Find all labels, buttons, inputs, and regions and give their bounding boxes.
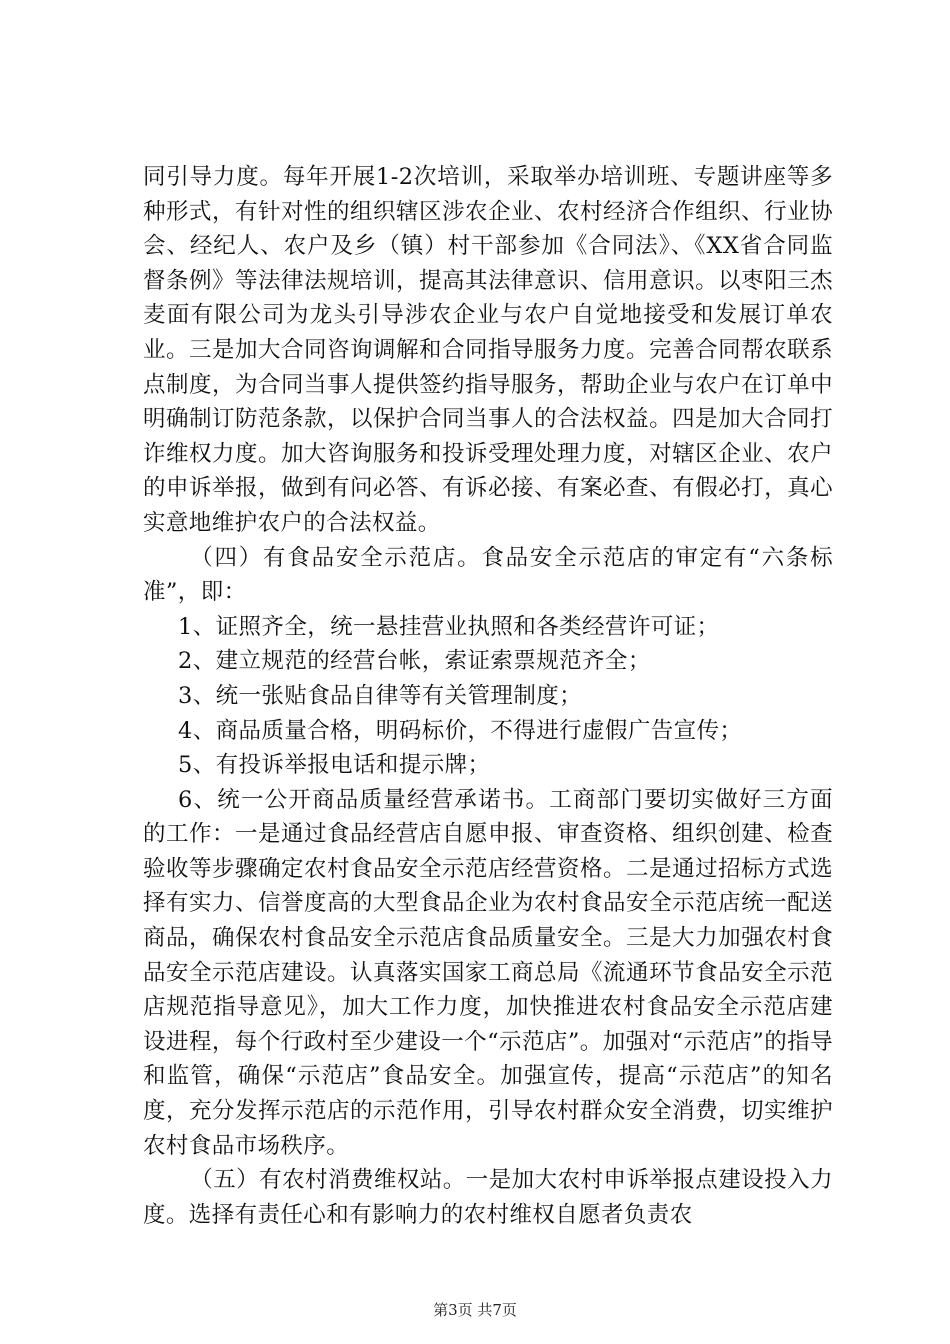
paragraph-contract-guidance: 同引导力度。每年开展1-2次培训，采取举办培训班、专题讲座等多种形式，有针对性的组织辖区涉农企业、农村经济合作组织、行业协会、经纪人、农户及乡（镇）村干部参加《合同法》、《XX省合同监督条例》等法律法规培训，提高其法律意识、信用意识。以枣阳三杰麦面有限公司为龙头引导涉农企业与农户自觉地接受和发展订单农业。三是加大合同咨询调解和合同指导服务力度。完善合同帮农联系点制度，为合同当事人提供签约指导服务，帮助企业与农户在订单中明确制订防范条款，以保护合同当事人的合法权益。四是加大合同打诈维权力度。加大咨询服务和投诉受理处理力度，对辖区企业、农户的申诉举报，做到有问必答、有诉必接、有案必查、有假必打，真心实意地维护农户的合法权益。 [143,164,833,536]
standard-item-2: 2、建立规范的经营台帐，索证索票规范齐全； [178,648,651,675]
paragraph-rural-consumer-rights: （五）有农村消费维权站。一是加大农村申诉举报点建设投入力度。选择有责任心和有影响力的农村维权自愿者负责农 [143,1167,833,1228]
paragraph-standard-6-and-work: 6、统一公开商品质量经营承诺书。工商部门要切实做好三方面的工作：一是通过食品经营店自愿申报、审查资格、组织创建、检查验收等步骤确定农村食品安全示范店经营资格。二是通过招标方式选择有实力、信誉度高的大型食品企业为农村食品安全示范店统一配送商品，确保农村食品安全示范店食品质量安全。三是大力加强农村食品安全示范店建设。认真落实国家工商总局《流通环节食品安全示范店规范指导意见》，加大工作力度，加快推进农村食品安全示范店建设进程，每个行政村至少建设一个“示范店”。加强对“示范店”的指导和监管，确保“示范店”食品安全。加强宣传，提高“示范店”的知名度，充分发挥示范店的示范作用，引导农村群众安全消费，切实维护农村食品市场秩序。 [143,786,833,1159]
paragraph-food-safety-store: （四）有食品安全示范店。食品安全示范店的审定有“六条标准”，即： [143,544,833,606]
page-number-footer: 第3页 共7页 [433,1301,517,1319]
document-body [143,160,833,1232]
standard-item-4: 4、商品质量合格，明码标价，不得进行虚假广告宣传； [178,717,743,744]
standard-item-3: 3、统一张贴食品自律等有关管理制度； [178,682,583,709]
standard-item-1: 1、证照齐全，统一悬挂营业执照和各类经营许可证； [178,613,720,640]
standard-item-5: 5、有投诉举报电话和提示牌； [178,752,491,779]
